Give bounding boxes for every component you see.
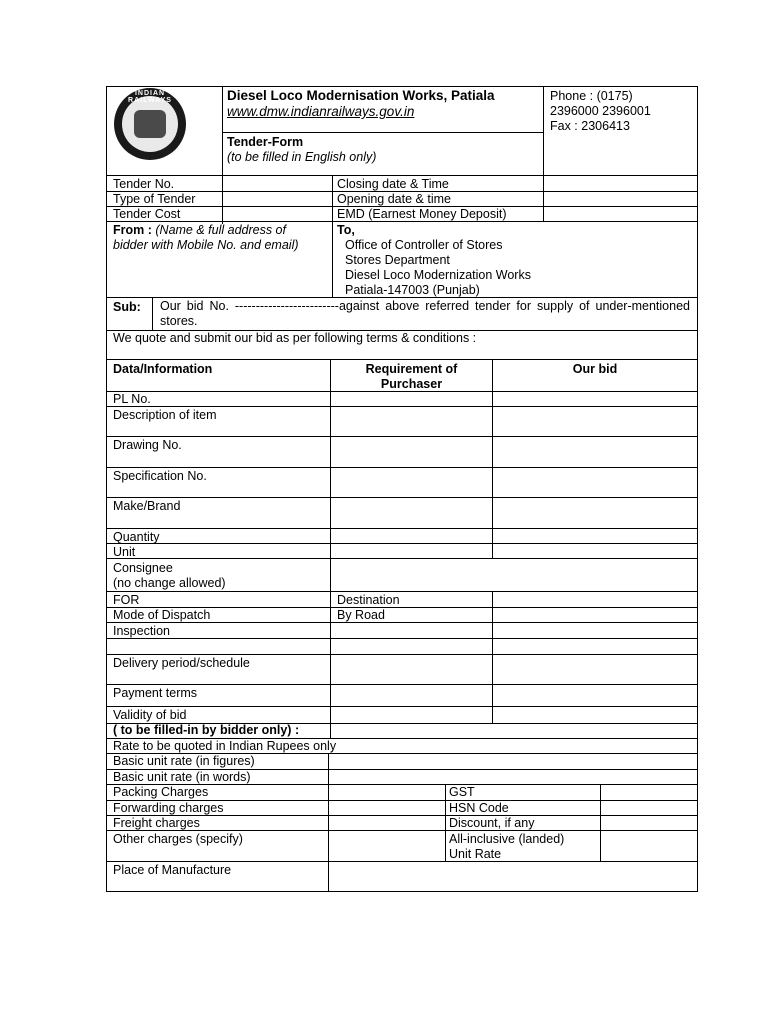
row-discount: Discount, if any — [449, 816, 535, 830]
type-of-tender-label: Type of Tender — [113, 192, 196, 206]
tender-cost-label: Tender Cost — [113, 207, 181, 221]
subject-text: Our bid No. -------------------------against above referred tender for supply of under-mentioned stores. — [160, 299, 690, 328]
row-landed-1: All-inclusive (landed) — [449, 832, 565, 846]
row-dispatch: Mode of Dispatch — [113, 608, 211, 622]
row-description: Description of item — [113, 408, 217, 422]
row-hsn: HSN Code — [449, 801, 509, 815]
to-address-2: Stores Department — [345, 253, 450, 267]
logo-text: INDIAN RAILWAYS — [128, 90, 172, 104]
org-title: Diesel Loco Modernisation Works, Patiala — [227, 88, 495, 103]
row-validity: Validity of bid — [113, 708, 187, 722]
to-address-4: Patiala-147003 (Punjab) — [345, 283, 480, 297]
from-hint-2: bidder with Mobile No. and email) — [113, 238, 299, 252]
row-place: Place of Manufacture — [113, 863, 232, 877]
phone-label: Phone : (0175) — [550, 89, 633, 103]
row-basic-words: Basic unit rate (in words) — [113, 770, 251, 784]
row-packing: Packing Charges — [113, 785, 209, 799]
to-address-1: Office of Controller of Stores — [345, 238, 503, 252]
closing-date-label: Closing date & Time — [337, 177, 449, 191]
website-link[interactable]: www.dmw.indianrailways.gov.in — [227, 104, 415, 119]
subject-label: Sub: — [113, 300, 141, 314]
terms-intro: We quote and submit our bid as per following terms & conditions : — [113, 331, 477, 345]
row-freight: Freight charges — [113, 816, 200, 830]
form-title: Tender-Form — [227, 135, 304, 149]
emd-label: EMD (Earnest Money Deposit) — [337, 207, 507, 221]
from-heading: From : — [113, 223, 152, 237]
row-destination: Destination — [337, 593, 400, 607]
indian-railways-logo — [114, 88, 186, 160]
col-data-information: Data/Information — [113, 362, 213, 376]
col-our-bid: Our bid — [572, 362, 618, 376]
col-requirement: Requirement of — [365, 362, 458, 376]
to-address-3: Diesel Loco Modernization Works — [345, 268, 531, 282]
from-hint-1: (Name & full address of — [155, 223, 286, 237]
row-for: FOR — [113, 593, 140, 607]
row-gst: GST — [449, 785, 475, 799]
row-make: Make/Brand — [113, 499, 181, 513]
row-pl-no: PL No. — [113, 392, 151, 406]
phone-numbers: 2396000 2396001 — [550, 104, 651, 118]
row-other: Other charges (specify) — [113, 832, 243, 846]
from-label — [113, 223, 286, 238]
fax-number: Fax : 2306413 — [550, 119, 630, 133]
row-unit: Unit — [113, 545, 136, 559]
row-drawing: Drawing No. — [113, 438, 182, 452]
row-by-road: By Road — [337, 608, 385, 622]
row-payment: Payment terms — [113, 686, 198, 700]
tender-no-label: Tender No. — [113, 177, 175, 191]
form-subtitle: (to be filled in English only) — [227, 150, 377, 164]
rate-note: Rate to be quoted in Indian Rupees only — [113, 739, 337, 753]
row-consignee-note: (no change allowed) — [113, 576, 226, 590]
col-requirement-2: Purchaser — [380, 377, 443, 391]
row-basic-figures: Basic unit rate (in figures) — [113, 754, 255, 768]
row-delivery: Delivery period/schedule — [113, 656, 250, 670]
row-landed-2: Unit Rate — [449, 847, 502, 861]
row-inspection: Inspection — [113, 624, 170, 638]
to-label: To, — [337, 223, 355, 237]
bidder-heading: ( to be filled-in by bidder only) : — [113, 723, 300, 737]
row-quantity: Quantity — [113, 530, 160, 544]
row-consignee: Consignee — [113, 561, 173, 575]
row-forwarding: Forwarding charges — [113, 801, 224, 815]
opening-date-label: Opening date & time — [337, 192, 451, 206]
row-specification: Specification No. — [113, 469, 207, 483]
